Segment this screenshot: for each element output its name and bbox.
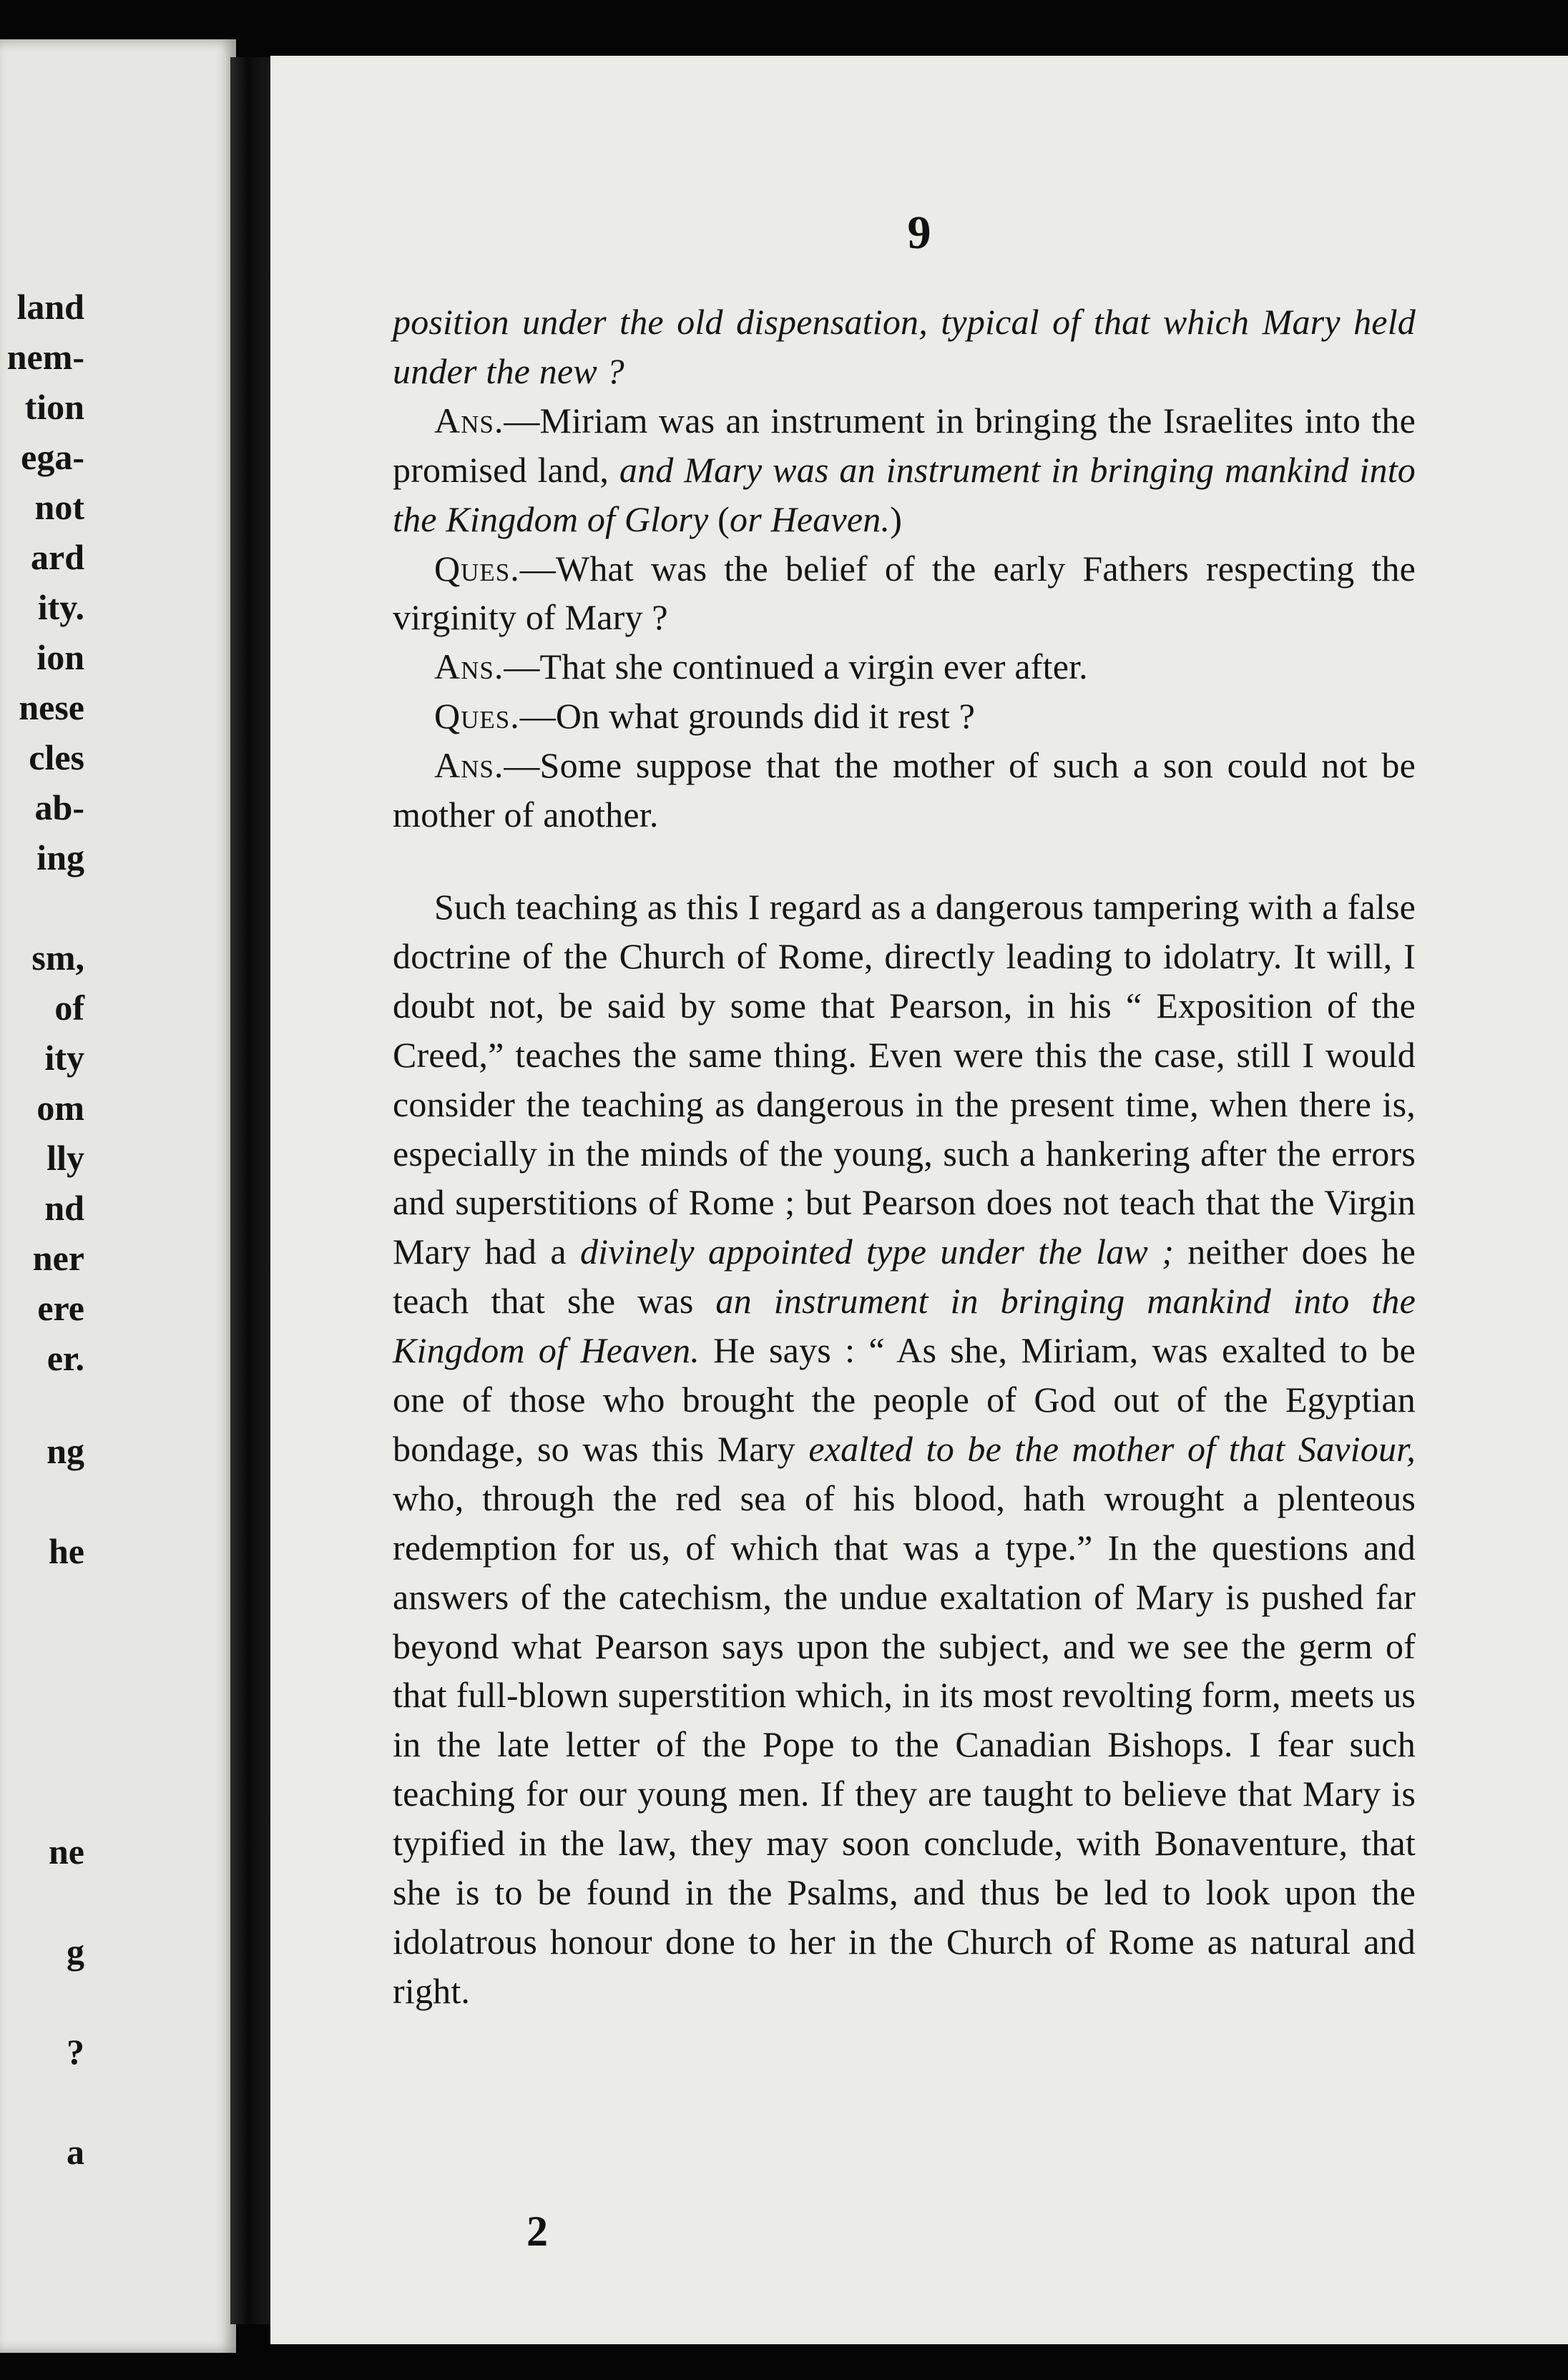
text-run: —On what grounds did it rest ? [519,696,976,737]
text-run: —Miriam was an instrument in bringing the Israelites into the promised land, [393,400,1416,490]
left-page-fragment: a [67,2132,84,2172]
left-page-fragment: ity [44,1038,84,1078]
left-page-fragment: ing [36,837,84,877]
answer-label: Ans. [434,400,504,441]
question-label: Ques. [434,548,520,589]
left-page-fragment: ion [36,637,84,677]
left-page-fragment: ere [37,1288,84,1328]
left-page-fragment: lly [46,1138,84,1178]
left-page-fragment: ng [46,1431,84,1471]
text-run: Such teaching as this I regard as a dangerous tampering with a false doctrine of the Church of Rome, directly leading to idolatry. It will, I doubt not, be said by some that Pearson, in his “ Exposition of the Creed,” teaches the same thing. Even were this the case, still I would consider the teaching as dangerous in the present time, when there is, especially in the minds of the young, such a hankering after the errors and superstitions of Rome ; but Pearson does not teach that the Virgin Mary had a [393,886,1416,1272]
left-page-fragment: ab- [34,787,84,827]
left-page-fragment: ega- [21,437,84,477]
answer-label: Ans. [434,745,504,786]
left-page-fragment: cles [29,737,84,777]
paragraph-answer-virgin [393,642,1416,692]
left-page-fragment: land [16,287,84,327]
text-run: —What was the belief of the early Fathers respecting the virginity of Mary ? [393,548,1416,638]
left-page-fragment: g [67,1932,84,1972]
page-body [393,298,1416,2016]
left-page-fragment: he [49,1531,84,1571]
text-run: neither does he teach that she was [393,1231,1416,1322]
left-page-fragment: om [36,1088,84,1128]
left-page-fragment: nem- [6,337,84,377]
text-run: who, through the red sea of his blood, hath wrought a plenteous redemption for us, of which that was a type.” In the questions and answers of the catechism, the undue exaltation of Mary is pushed far beyond what Pearson says upon the subject, and we see the germ of that full-blown superstition which, in its most revolting form, meets us in the late letter of the Pope to the Canadian Bishops. I fear such teaching for our young men. If they are taught to believe that Mary is typified in the law, they may soon conclude, with Bonaventure, that she is to be found in the Psalms, and thus be led to look upon the idolatrous honour done to her in the Church of Rome as natural and right. [393,1477,1416,2011]
question-label: Ques. [434,696,520,737]
left-page-fragment: ner [32,1238,84,1278]
left-page-fragment: nese [19,687,84,727]
paragraph-commentary [393,882,1416,2016]
signature-mark: 2 [526,2208,548,2255]
text-run: —Some suppose that the mother of such a son could not be mother of another. [393,745,1416,835]
left-page-fragment: ard [31,537,84,577]
paragraph-answer-mother [393,741,1416,840]
left-page-fragment: of [54,988,84,1028]
book-spine [230,57,272,2324]
text-run: —That she continued a virgin ever after. [504,646,1088,687]
italic-text: position under the old dispensation, typical of that which Mary held under the new ? [393,302,1416,391]
left-page-fragment: ity. [37,587,84,627]
paragraph-question-continuation [393,298,1416,396]
left-facing-page [0,39,236,2353]
page-number: 9 [907,207,931,259]
left-page-fragment: sm, [31,938,84,978]
paragraph-question-grounds [393,692,1416,741]
book-page [270,56,1568,2344]
italic-text: and Mary was an instrument in bringing mankind into the Kingdom of Glory [393,449,1416,539]
left-page-fragment: nd [44,1188,84,1228]
text-run: ( [708,498,730,539]
italic-text: or Heaven. [730,498,891,539]
left-page-fragment: ne [49,1831,84,1872]
left-page-fragment: not [34,487,84,527]
italic-text: an instrument in bringing mankind into the Kingdom of Heaven. [393,1281,1416,1371]
left-page-fragment: er. [46,1338,84,1378]
left-page-fragment: tion [24,387,84,427]
paragraph-question-fathers [393,544,1416,643]
text-run: ) [890,498,903,539]
left-page-fragment: ? [67,2032,84,2072]
text-run: He says : “ As she, Miriam, was exalted to be one of those who brought the people of God out of the Egyptian bondage, so was this Mary [393,1330,1416,1469]
answer-label: Ans. [434,646,504,687]
italic-text: divinely appointed type under the law ; [579,1231,1175,1272]
italic-text: exalted to be the mother of that Saviour, [808,1428,1416,1469]
paragraph-answer-miriam [393,396,1416,544]
